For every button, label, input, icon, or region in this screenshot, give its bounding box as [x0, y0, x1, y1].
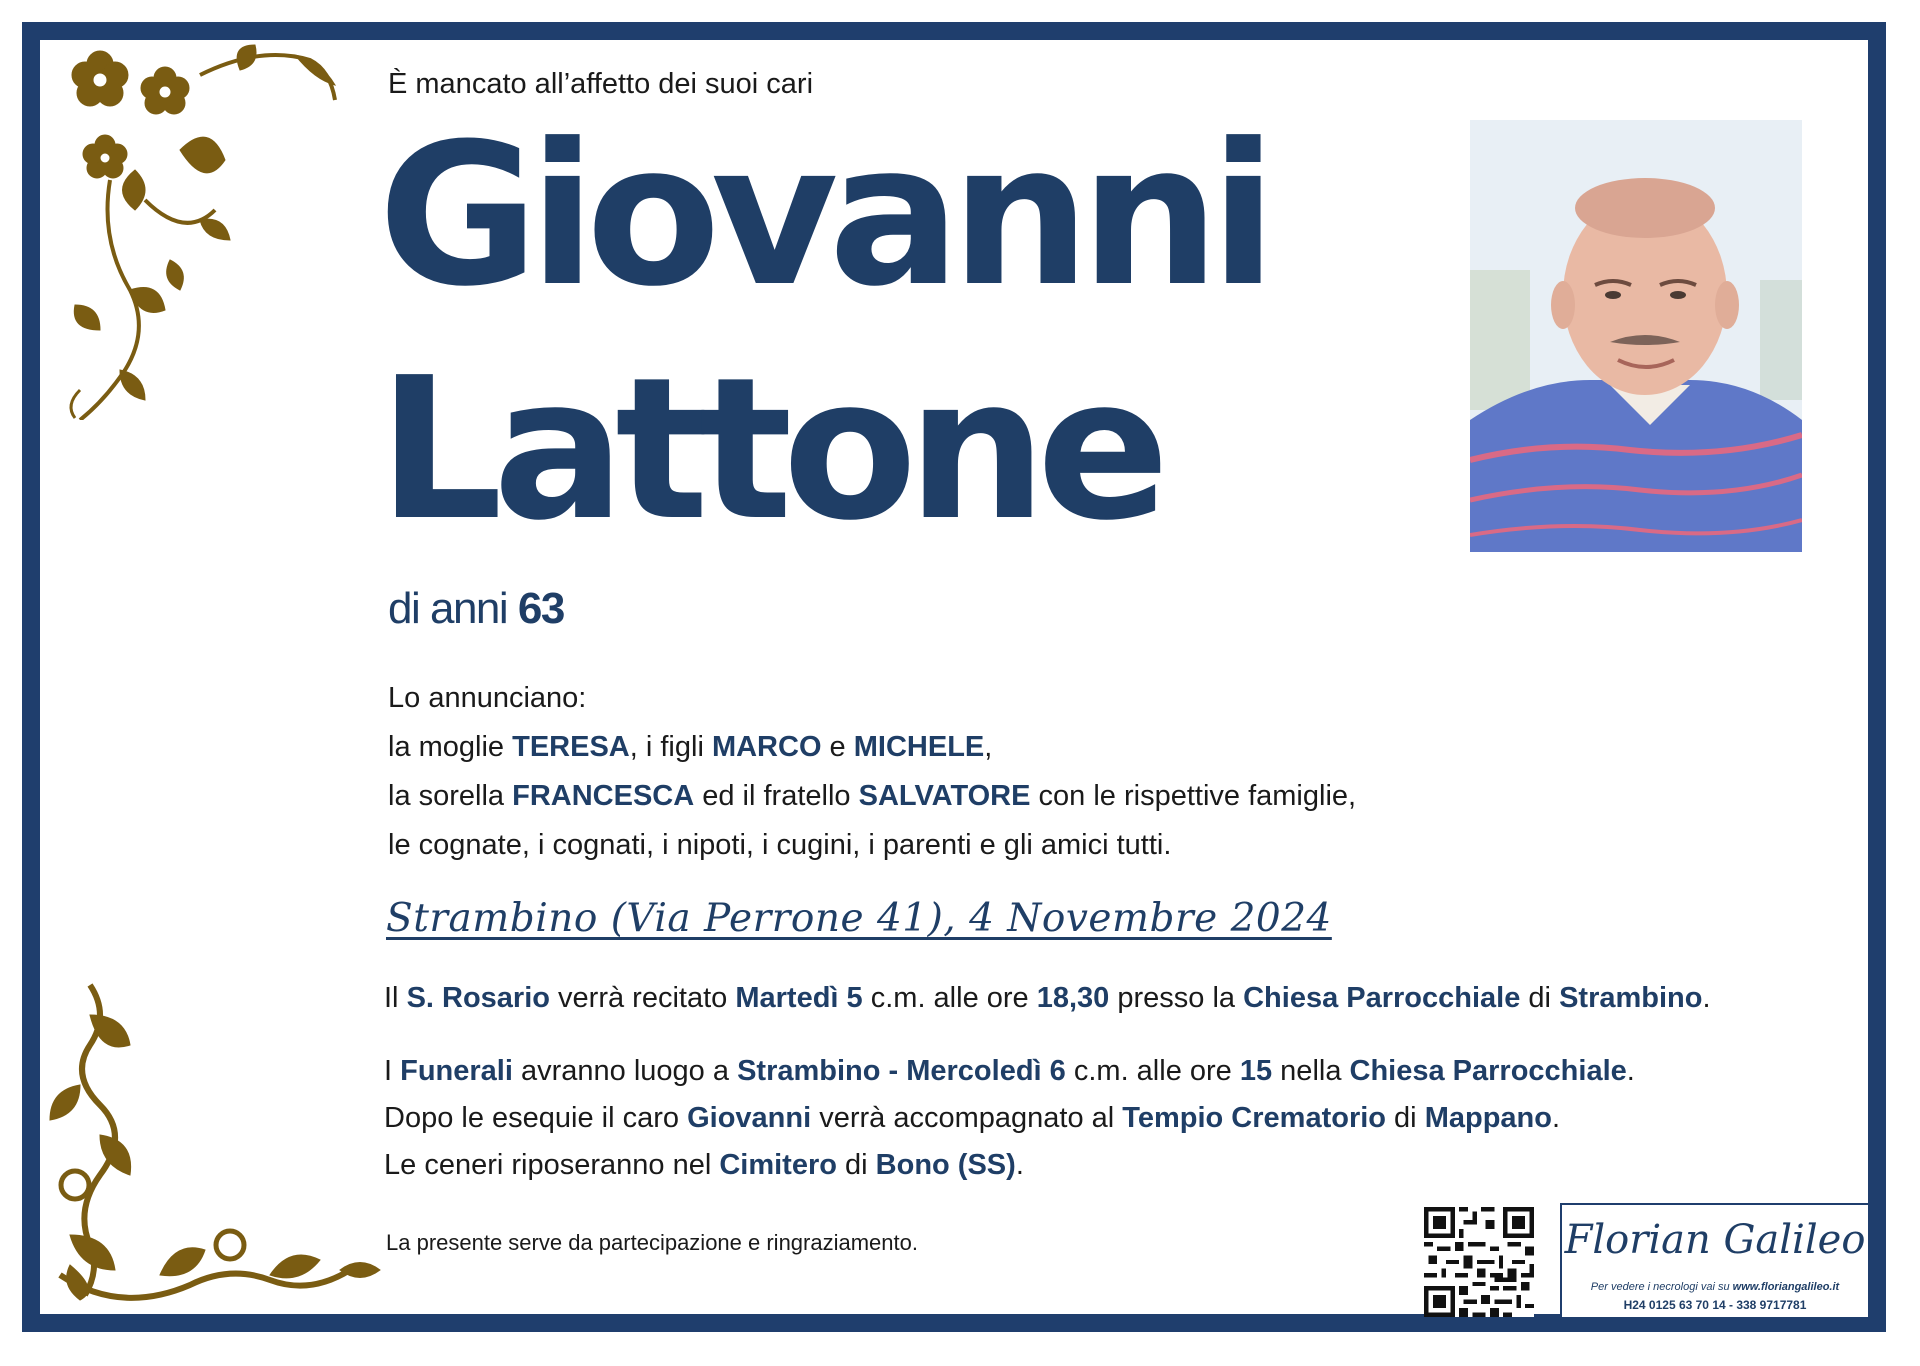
last-name: Lattone [378, 336, 1160, 564]
sibling-name: FRANCESCA [512, 780, 695, 812]
rosario-line [384, 982, 1711, 1015]
portrait-drawing [1470, 120, 1802, 552]
text-run: , [984, 731, 993, 763]
rosario-church: Chiesa Parrocchiale [1243, 982, 1521, 1014]
text-run: di [1520, 982, 1560, 1014]
announce-line-siblings [388, 772, 1356, 821]
age-line [388, 584, 564, 634]
text-run: verrà accompagnato al [811, 1102, 1123, 1134]
footer-note: La presente serve da partecipazione e ringraziamento. [386, 1230, 918, 1255]
scroll-corner-icon [40, 975, 390, 1315]
announcement-block [388, 674, 1356, 870]
text-run: avranno luogo a [512, 1055, 738, 1087]
text-run: . [1551, 1102, 1561, 1134]
child-name: MICHELE [853, 731, 985, 763]
text-run: c.m. alle ore [1065, 1055, 1240, 1087]
text-run: e [821, 731, 854, 763]
cemetery: Cimitero [719, 1149, 837, 1181]
announce-intro: Lo annunciano: [388, 682, 587, 714]
funeral-time: 15 [1239, 1055, 1273, 1087]
text-run: ed il fratello [694, 780, 859, 812]
text-run: Dopo le esequie il caro [384, 1102, 688, 1134]
agency-phone-line: H24 0125 63 70 14 - 338 9717781 [1623, 1298, 1807, 1312]
text-run: I [384, 1055, 401, 1087]
spouse-name: TERESA [512, 731, 630, 763]
place-date: Strambino (Via Perrone 41), 4 Novembre 2024 [386, 896, 1332, 941]
floral-corner-icon [40, 40, 380, 420]
funeral-day: Strambino - Mercoledì 6 [737, 1055, 1066, 1087]
age-prefix: di anni [388, 584, 508, 633]
agency-logo [1560, 1203, 1870, 1319]
intro-text: È mancato all’affetto dei suoi cari [388, 68, 814, 100]
age-value: 63 [517, 584, 564, 633]
funeral-block [384, 1048, 1635, 1189]
funeral-line [384, 1048, 1635, 1095]
portrait-photo [1470, 120, 1802, 552]
crematorium: Tempio Crematorio [1122, 1102, 1386, 1134]
funeral-church: Chiesa Parrocchiale [1349, 1055, 1627, 1087]
text-run: presso la [1109, 982, 1244, 1014]
crematorium-town: Mappano [1424, 1102, 1552, 1134]
cremation-line [384, 1095, 1635, 1142]
announce-line-relatives: le cognate, i cognati, i nipoti, i cugini, i parenti e gli amici tutti. [388, 829, 1172, 861]
text-run: di [1386, 1102, 1425, 1134]
text-run: . [1015, 1149, 1024, 1181]
rosario-time: 18,30 [1036, 982, 1110, 1014]
text-run: c.m. alle ore [862, 982, 1037, 1014]
sibling-name: SALVATORE [858, 780, 1031, 812]
agency-website[interactable]: www.floriangalileo.it [1732, 1281, 1840, 1293]
funeral-label: Funerali [400, 1055, 513, 1087]
text-run: di [836, 1149, 876, 1181]
announce-line-spouse-children [388, 723, 1356, 772]
burial-line [384, 1142, 1635, 1189]
text-run: Il [384, 982, 407, 1014]
text-run: . [1626, 1055, 1635, 1087]
text-run: verrà recitato [550, 982, 736, 1014]
child-name: MARCO [711, 731, 822, 763]
text-run: con le rispettive famiglie, [1030, 780, 1357, 812]
text-run: Le ceneri riposeranno nel [384, 1149, 720, 1181]
cemetery-town: Bono (SS) [875, 1149, 1016, 1181]
rosario-day: Martedì 5 [735, 982, 863, 1014]
rosario-town: Strambino [1559, 982, 1703, 1014]
text-run: la sorella [388, 780, 513, 812]
deceased-name-mention: Giovanni [687, 1102, 812, 1134]
text-run: Per vedere i necrologi vai su [1590, 1281, 1733, 1293]
agency-website-line [1562, 1281, 1868, 1293]
first-name: Giovanni [378, 102, 1267, 330]
text-run: nella [1272, 1055, 1350, 1087]
qr-code-icon[interactable] [1424, 1207, 1534, 1317]
text-run: la moglie [388, 731, 513, 763]
rosario-label: S. Rosario [406, 982, 550, 1014]
text-run: . [1702, 982, 1711, 1014]
agency-name: Florian Galileo [1564, 1217, 1866, 1263]
text-run: , i figli [629, 731, 712, 763]
